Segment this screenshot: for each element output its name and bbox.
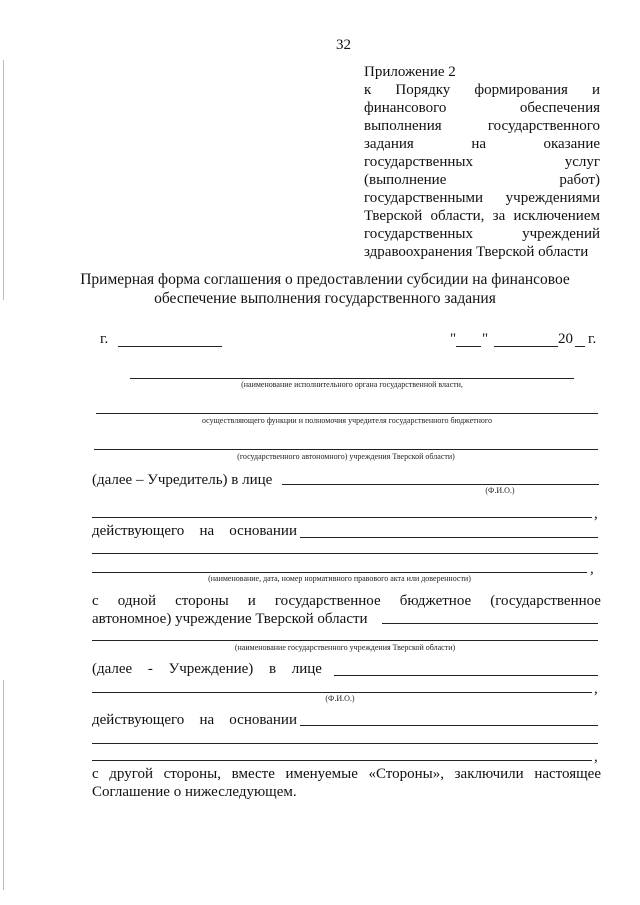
day-field[interactable] [456,346,481,347]
basis-field[interactable] [300,537,598,538]
appendix-line: государственных услуг [364,154,600,170]
caption-founder-functions: осуществляющего функции и полномочия учредителя государственного бюджетного [201,416,493,425]
month-field[interactable] [494,346,558,347]
appendix-line: государственными учреждениями [364,190,600,206]
quote-open: " [450,331,457,347]
institution-person-label: (далее - Учреждение) в лице [92,661,322,677]
caption-institution-name: (наименование государственного учреждения Тверской области) [234,643,456,652]
executive-body-field[interactable] [130,378,574,379]
institution-fio-field-2[interactable] [92,692,592,693]
year-field[interactable] [575,346,585,347]
closing-line: Соглашение о нижеследующем. [92,784,297,800]
caption-fio-1: (Ф.И.О.) [485,486,515,495]
appendix-line: задания на оказание [364,136,600,152]
heading-line: Примерная форма соглашения о предоставлении субсидии на финансовое [80,271,570,288]
comma: , [594,506,598,522]
basis-field-6[interactable] [92,760,592,761]
founder-fio-field-2[interactable] [92,517,592,518]
executive-body-field-3[interactable] [94,449,598,450]
page-number: 32 [336,37,351,53]
acting-basis-label-2: действующего на основании [92,712,297,728]
appendix-title: Приложение 2 [364,64,456,80]
form-heading [40,270,610,308]
appendix-line: финансового обеспечения [364,100,600,116]
appendix-line: выполнения государственного [364,118,600,134]
appendix-line: к Порядку формирования и [364,82,600,98]
founder-fio-field[interactable] [282,484,599,485]
founder-person-label: (далее – Учредитель) в лице [92,472,273,488]
other-side-line: с другой стороны, вместе именуемые «Стороны», заключили настоящее [92,766,601,782]
basis-field-4[interactable] [300,725,598,726]
basis-field-5[interactable] [92,743,598,744]
caption-institution-type: (государственного автономного) учреждения Тверской области) [237,452,455,461]
city-prefix: г. [100,331,109,347]
scan-edge-mark [3,680,4,890]
acting-basis-label: действующего на основании [92,523,297,539]
basis-field-3[interactable] [92,572,587,573]
autonomous-label: автономное) учреждение Тверской области [92,611,368,627]
year-prefix: 20 [558,331,573,347]
heading-line: обеспечение выполнения государственного задания [154,290,496,307]
institution-fio-field[interactable] [334,675,598,676]
appendix-line: Тверской области, за исключением [364,208,600,224]
executive-body-field-2[interactable] [96,413,598,414]
caption-executive-body: (наименование исполнительного органа государственной власти, [241,380,463,389]
institution-name-field[interactable] [382,623,598,624]
caption-fio-2: (Ф.И.О.) [325,694,355,703]
city-field[interactable] [118,346,222,347]
appendix-block [364,63,600,261]
scan-edge-mark [3,60,4,300]
appendix-line: государственных учреждений [364,226,600,242]
caption-legal-act: (наименование, дата, номер нормативного правового акта или доверенности) [208,574,471,583]
institution-name-field-2[interactable] [92,640,598,641]
comma: , [590,561,594,577]
basis-field-2[interactable] [92,553,598,554]
appendix-line: (выполнение работ) [364,172,600,188]
quote-close: " [482,331,489,347]
appendix-line: здравоохранения Тверской области [364,244,589,260]
one-side-line: с одной стороны и государственное бюджетное (государственное [92,593,601,609]
comma: , [594,681,598,697]
year-suffix: г. [588,331,597,347]
comma: , [594,749,598,765]
